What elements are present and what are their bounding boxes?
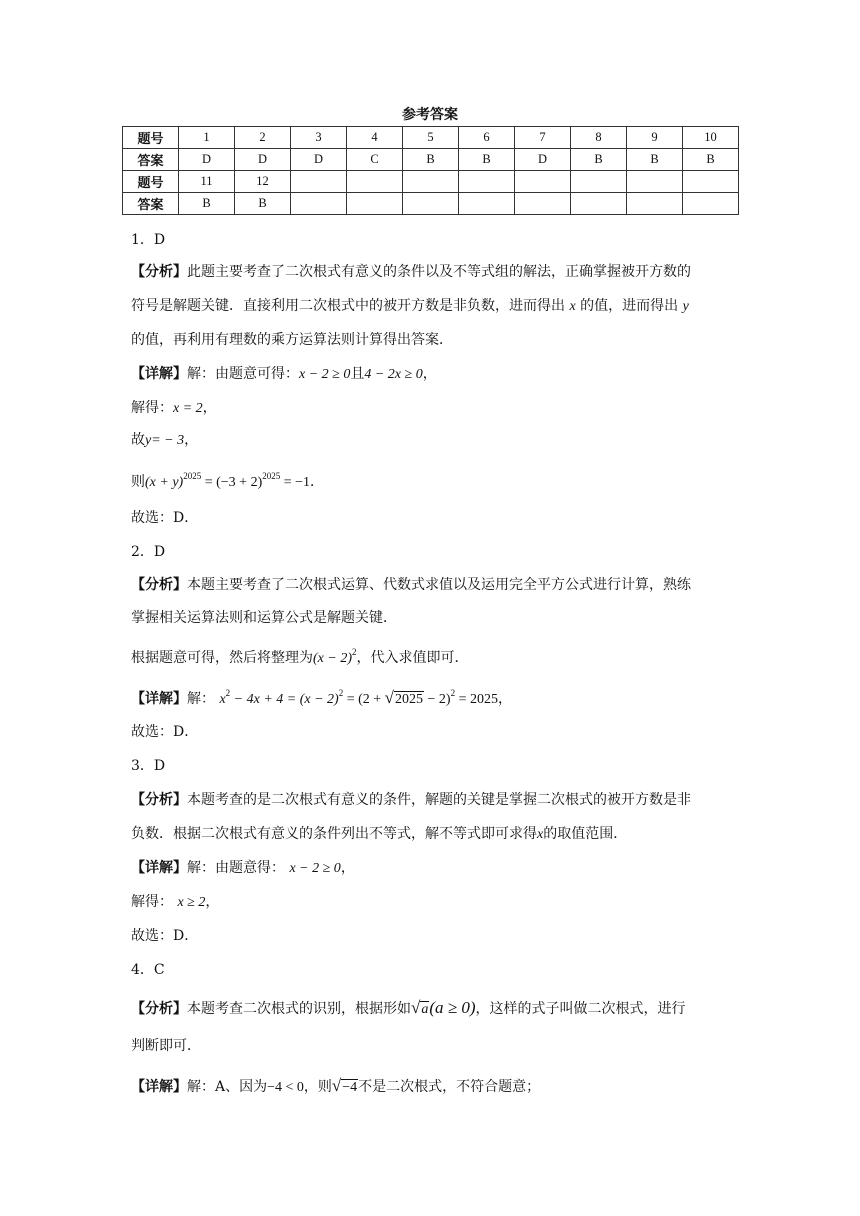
- table-cell: [515, 193, 571, 215]
- text: 解：A、因为: [187, 1079, 268, 1095]
- text: 且: [350, 366, 365, 382]
- text: ，: [184, 432, 199, 448]
- table-cell: [291, 193, 347, 215]
- table-row: [123, 149, 739, 171]
- math-var: y: [682, 299, 689, 314]
- text: 的取值范围．: [543, 826, 628, 842]
- table-cell: [627, 193, 683, 215]
- answer-table: [122, 126, 739, 215]
- math: 4 − 2x ≥ 0: [364, 367, 423, 382]
- analysis-tag: 【分析】: [131, 792, 187, 808]
- q3-analysis-line: [131, 790, 691, 810]
- exponent: 2: [338, 688, 344, 698]
- row-label: 答案: [123, 193, 179, 215]
- q2-detail-line: [131, 683, 512, 710]
- math: − 2): [424, 692, 451, 707]
- q1-analysis-line: [131, 262, 691, 282]
- q2-analysis-line: [131, 642, 469, 669]
- table-cell: [683, 171, 739, 193]
- table-cell: [347, 193, 403, 215]
- table-cell: [571, 193, 627, 215]
- math: x − 2 ≥ 0: [299, 367, 351, 382]
- math: y= − 3: [145, 433, 185, 448]
- row-label: 题号: [123, 127, 179, 149]
- table-cell: [459, 171, 515, 193]
- table-cell: D: [235, 149, 291, 171]
- text: ，: [202, 400, 217, 416]
- table-cell: [571, 171, 627, 193]
- sqrt-icon: √a: [411, 998, 429, 1017]
- table-cell: [683, 193, 739, 215]
- q1-heading: 1．D: [131, 232, 166, 248]
- math: −4 < 0: [267, 1080, 304, 1095]
- q1-detail-line: [131, 466, 324, 493]
- table-cell: 4: [347, 127, 403, 149]
- text: 根据题意可得，然后将整理为: [131, 650, 313, 666]
- q3-heading: 3．D: [131, 758, 166, 774]
- table-cell: 9: [627, 127, 683, 149]
- table-cell: 6: [459, 127, 515, 149]
- table-cell: [403, 171, 459, 193]
- text: 负数．根据二次根式有意义的条件列出不等式，解不等式即可求得: [131, 826, 537, 842]
- detail-tag: 【详解】: [131, 860, 187, 876]
- table-row: [123, 171, 739, 193]
- table-cell: [347, 171, 403, 193]
- text: 解：: [187, 691, 215, 707]
- detail-tag: 【详解】: [131, 691, 187, 707]
- text: 本题主要考查了二次根式运算、代数式求值以及运用完全平方公式进行计算，熟练: [187, 577, 691, 593]
- q1-analysis-line: 的值，再利用有理数的乘方运算法则计算得出答案．: [131, 332, 453, 348]
- sqrt-icon: √2025: [384, 688, 424, 707]
- q1-choice: 故选：D．: [131, 510, 199, 526]
- math: x: [219, 692, 226, 707]
- q2-choice: 故选：D．: [131, 724, 199, 740]
- table-cell: [291, 171, 347, 193]
- text: 本题考查的是二次根式有意义的条件，解题的关键是掌握二次根式的被开方数是非: [187, 792, 691, 808]
- math: x = 2: [173, 401, 203, 416]
- q3-analysis-line: [131, 824, 627, 845]
- text: 解得：: [131, 400, 173, 416]
- q3-choice: 故选：D．: [131, 928, 199, 944]
- table-cell: B: [627, 149, 683, 171]
- text: 故: [131, 432, 145, 448]
- math: x ≥ 2: [177, 895, 206, 910]
- text: 解得：: [131, 894, 173, 910]
- q4-heading: 4．C: [131, 962, 165, 978]
- table-cell: 1: [179, 127, 235, 149]
- exponent: 2: [450, 688, 456, 698]
- table-cell: 10: [683, 127, 739, 149]
- text: 的值，进而得出: [580, 298, 679, 314]
- exponent: 2025: [183, 471, 202, 481]
- table-cell: 8: [571, 127, 627, 149]
- text: ，代入求值即可．: [356, 650, 469, 666]
- q4-analysis-line: [131, 998, 686, 1020]
- table-cell: [459, 193, 515, 215]
- radicand: 2025: [395, 692, 424, 707]
- page-title: 参考答案: [402, 107, 458, 123]
- text: ，: [422, 366, 437, 382]
- q3-detail-line: [131, 858, 355, 879]
- table-cell: B: [683, 149, 739, 171]
- radicand: −4: [342, 1080, 358, 1095]
- table-cell: B: [235, 193, 291, 215]
- q4-analysis-line: 判断即可．: [131, 1038, 201, 1054]
- math: x − 2 ≥ 0: [289, 861, 341, 876]
- table-cell: 5: [403, 127, 459, 149]
- table-cell: 7: [515, 127, 571, 149]
- table-cell: D: [179, 149, 235, 171]
- q2-analysis-line: [131, 575, 691, 595]
- text: 解：由题意得：: [187, 860, 285, 876]
- text: 本题考查二次根式的识别，根据形如: [187, 1001, 411, 1017]
- q4-detail-line: [131, 1076, 540, 1098]
- analysis-tag: 【分析】: [131, 264, 187, 280]
- analysis-tag: 【分析】: [131, 1001, 187, 1017]
- table-cell: D: [291, 149, 347, 171]
- table-row: [123, 127, 739, 149]
- q2-analysis-line: 掌握相关运算法则和运算公式是解题关键．: [131, 610, 397, 626]
- table-cell: 2: [235, 127, 291, 149]
- math: (−3 + 2): [216, 475, 263, 490]
- table-cell: D: [515, 149, 571, 171]
- text: ，这样的式子叫做二次根式，进行: [475, 1001, 686, 1017]
- math-var: x: [537, 827, 544, 842]
- text: ，: [205, 894, 220, 910]
- q1-detail-line: [131, 364, 437, 385]
- table-row: [123, 193, 739, 215]
- table-cell: B: [571, 149, 627, 171]
- detail-tag: 【详解】: [131, 366, 187, 382]
- text: 解：由题意可得：: [187, 366, 299, 382]
- q1-analysis-line: [131, 296, 689, 317]
- math: (x + y): [145, 475, 184, 490]
- math: − 4x + 4 = (x − 2): [230, 692, 339, 707]
- exponent: 2: [352, 647, 357, 657]
- q1-detail-line: [131, 430, 198, 451]
- table-cell: 3: [291, 127, 347, 149]
- table-cell: [515, 171, 571, 193]
- text: ，: [497, 691, 512, 707]
- text: 不是二次根式，不符合题意；: [358, 1079, 541, 1095]
- q2-heading: 2．D: [131, 544, 166, 560]
- text: ，: [340, 860, 355, 876]
- table-cell: B: [179, 193, 235, 215]
- text: 符号是解题关键．直接利用二次根式中的被开方数是非负数，进而得出: [131, 298, 565, 314]
- text: ．: [310, 474, 325, 490]
- math: = (2 +: [343, 692, 385, 707]
- table-cell: B: [459, 149, 515, 171]
- math: = 2025: [455, 692, 498, 707]
- radicand: a: [421, 1002, 429, 1017]
- table-cell: C: [347, 149, 403, 171]
- table-cell: 12: [235, 171, 291, 193]
- row-label: 题号: [123, 171, 179, 193]
- text: 此题主要考查了二次根式有意义的条件以及不等式组的解法，正确掌握被开方数的: [187, 264, 691, 280]
- text: 则: [131, 474, 145, 490]
- math: = −1: [280, 475, 311, 490]
- row-label: 答案: [123, 149, 179, 171]
- q1-detail-line: [131, 398, 217, 419]
- exponent: 2025: [262, 471, 281, 481]
- table-cell: [627, 171, 683, 193]
- math: (a ≥ 0): [429, 998, 476, 1017]
- table-cell: 11: [179, 171, 235, 193]
- sqrt-icon: √−4: [331, 1076, 358, 1095]
- detail-tag: 【详解】: [131, 1079, 187, 1095]
- table-cell: B: [403, 149, 459, 171]
- math-var: x: [569, 299, 576, 314]
- table-cell: [403, 193, 459, 215]
- analysis-tag: 【分析】: [131, 577, 187, 593]
- q3-detail-line: [131, 892, 219, 913]
- text: ，则: [303, 1079, 332, 1095]
- math: =: [201, 475, 217, 490]
- exponent: 2: [225, 688, 231, 698]
- math: (x − 2): [313, 651, 352, 666]
